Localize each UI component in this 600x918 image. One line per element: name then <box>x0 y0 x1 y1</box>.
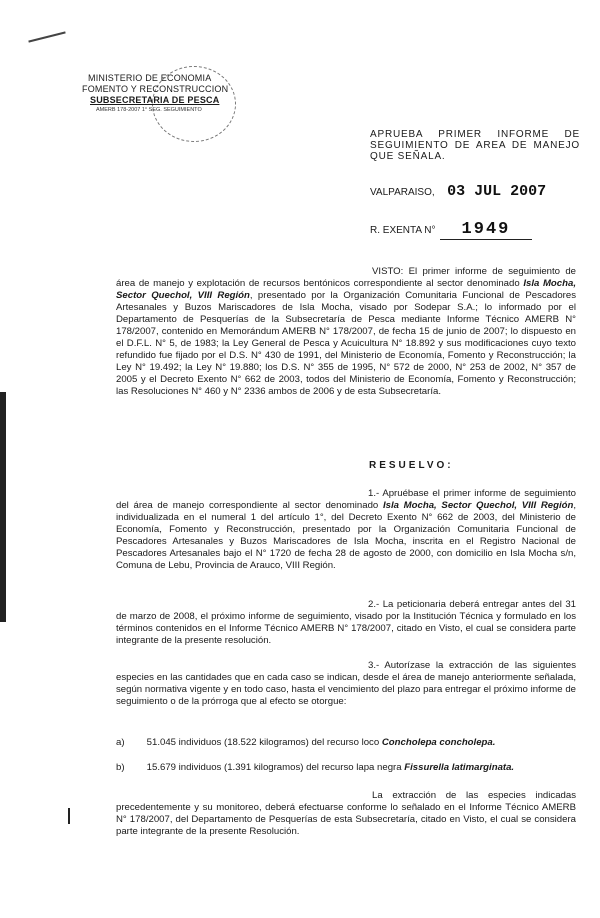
item-b-species: Fissurella latimarginata. <box>404 762 515 773</box>
p1-lead: 1.- Apruébase el primer informe de seguimiento del área de manejo correspondiente al sector denominado <box>116 488 576 511</box>
visto-lead: VISTO: El primer informe de seguimiento de área de manejo y explotación de recursos bentónicos correspondiente al sector denominado <box>116 266 576 289</box>
date-stamp: 03 JUL 2007 <box>447 183 547 200</box>
place-label: VALPARAISO, <box>370 187 435 198</box>
item-a-label: a) <box>116 737 125 748</box>
resolution-label: R. EXENTA N° <box>370 225 436 236</box>
reference-code: AMERB 178-2007 1° SEG. SEGUIMIENTO <box>96 107 202 113</box>
resolution-paragraph-1 <box>116 488 576 572</box>
visto-body: , presentado por la Organización Comunitaria Funcional de Pescadores Artesanales y Buzos Mariscadores de Isla Mocha, visado por Sodepar S.A.; lo informado por el Departamento de Pesquerías de la Subsecretaría de Pesca mediante Informe Técnico AMERB N° 178/2007, contenido en Memorándum AMERB N° 178/2007, de fecha 15 de junio de 2007; lo dispuesto en el D.F.L. N° 5, de 1983; la Ley General de Pesca y Acuicultura N° 18.892 y sus modificaciones cuyo texto refundido fue fijado por el D.S. N° 430 de 1991, del Ministerio de Economía, Fomento y Reconstrucción; la Ley N° 19.492; la Ley N° 19.880; los D.S. N° 355 de 1995, N° 572 de 2000, N° 253 de 2002, N° 357 de 2005 y el Decreto Exento N° 662 de 2003, todos del Ministerio de Economía, Fomento y Reconstrucción; las Resoluciones N° 460 y N° 2336 ambos de 2006 y de esta Subsecretaría. <box>116 290 576 397</box>
p4-lead: La extracción de las especies indicadas <box>372 790 576 801</box>
p2-body: del 31 de marzo de 2008, el próximo informe de seguimiento, visado por la Institución Técnica y formulado en los términos contenidos en el Informe Técnico AMERB N° 178/2007, citado en Visto, el cual se considera parte integrante de la presente resolución. <box>116 599 577 646</box>
title-line3: QUE SEÑALA. <box>370 151 446 162</box>
p4-body: precedentemente y su monitoreo, deberá efectuarse conforme lo señalado en el Informe Técnico AMERB N° 178/2007, del Departamento de Pesquerías de esta Subsecretaría, citado en Visto, el cual se considera parte integrante de la presente Resolución. <box>116 802 576 837</box>
title-line2: SEGUIMIENTO DE AREA DE MANEJO <box>370 140 580 151</box>
document-title <box>370 129 580 162</box>
item-b-text: 15.679 individuos (1.391 kilogramos) del recurso lapa negra <box>146 762 402 773</box>
pen-mark <box>28 31 65 42</box>
resolution-paragraph-4 <box>116 790 576 838</box>
item-a-species: Concholepa concholepa. <box>381 737 496 748</box>
p3-body: siguientes especies en las cantidades que en cada caso se indican, desde el área de manejo anteriormente señalada, según normativa vigente y en todo caso, hasta el vencimiento del plazo para entregar el próximo informe de seguimiento o de la prórroga que al efecto se otorgue: <box>116 660 577 707</box>
p3-lead: 3.- Autorízase la extracción de las <box>368 660 528 671</box>
title-line1: APRUEBA PRIMER INFORME DE <box>370 129 580 140</box>
p1-sector: Isla Mocha, Sector Quechol, VIII Región <box>382 500 574 511</box>
species-item-a <box>116 737 576 749</box>
p1-body: , individualizada en el numeral 1 del artículo 1°, del Decreto Exento N° 662 de 2003, del Ministerio de Economía, Fomento y Reconstrucción, presentado por la Organización Comunitaria Funcional de Pescadores Artesanales y Buzos Mariscadores de Isla Mocha, inscrita en el Registro Nacional de Pescadores Artesanales bajo el N° 1720 de fecha 28 de agosto de 2000, con domicilio en Isla Mocha s/n, Comuna de Lebu, Provincia de Arauco, VIII Región. <box>116 500 577 571</box>
scan-edge-mark-small <box>68 808 70 824</box>
resolution-paragraph-3 <box>116 660 576 708</box>
scan-edge-mark <box>0 392 6 622</box>
item-a-text: 51.045 individuos (18.522 kilogramos) del recurso loco <box>146 737 380 748</box>
species-item-b <box>116 762 576 774</box>
visto-paragraph <box>116 266 576 398</box>
resolution-paragraph-2 <box>116 599 576 647</box>
subsecretaria-heading: SUBSECRETARIA DE PESCA <box>90 95 220 105</box>
place-date <box>370 182 546 200</box>
resolution-number: 1949 <box>440 220 532 240</box>
ministry-line1: MINISTERIO DE ECONOMIA <box>88 73 212 83</box>
p2-lead: 2.- La peticionaria deberá entregar antes <box>368 599 546 610</box>
resuelvo-heading: RESUELVO: <box>369 460 454 471</box>
item-b-label: b) <box>116 762 125 773</box>
ministry-line2: FOMENTO Y RECONSTRUCCION <box>82 84 229 94</box>
resolution-number-line <box>370 220 532 240</box>
visto-sector: Isla Mocha, Sector Quechol, VIII Región <box>116 278 576 301</box>
